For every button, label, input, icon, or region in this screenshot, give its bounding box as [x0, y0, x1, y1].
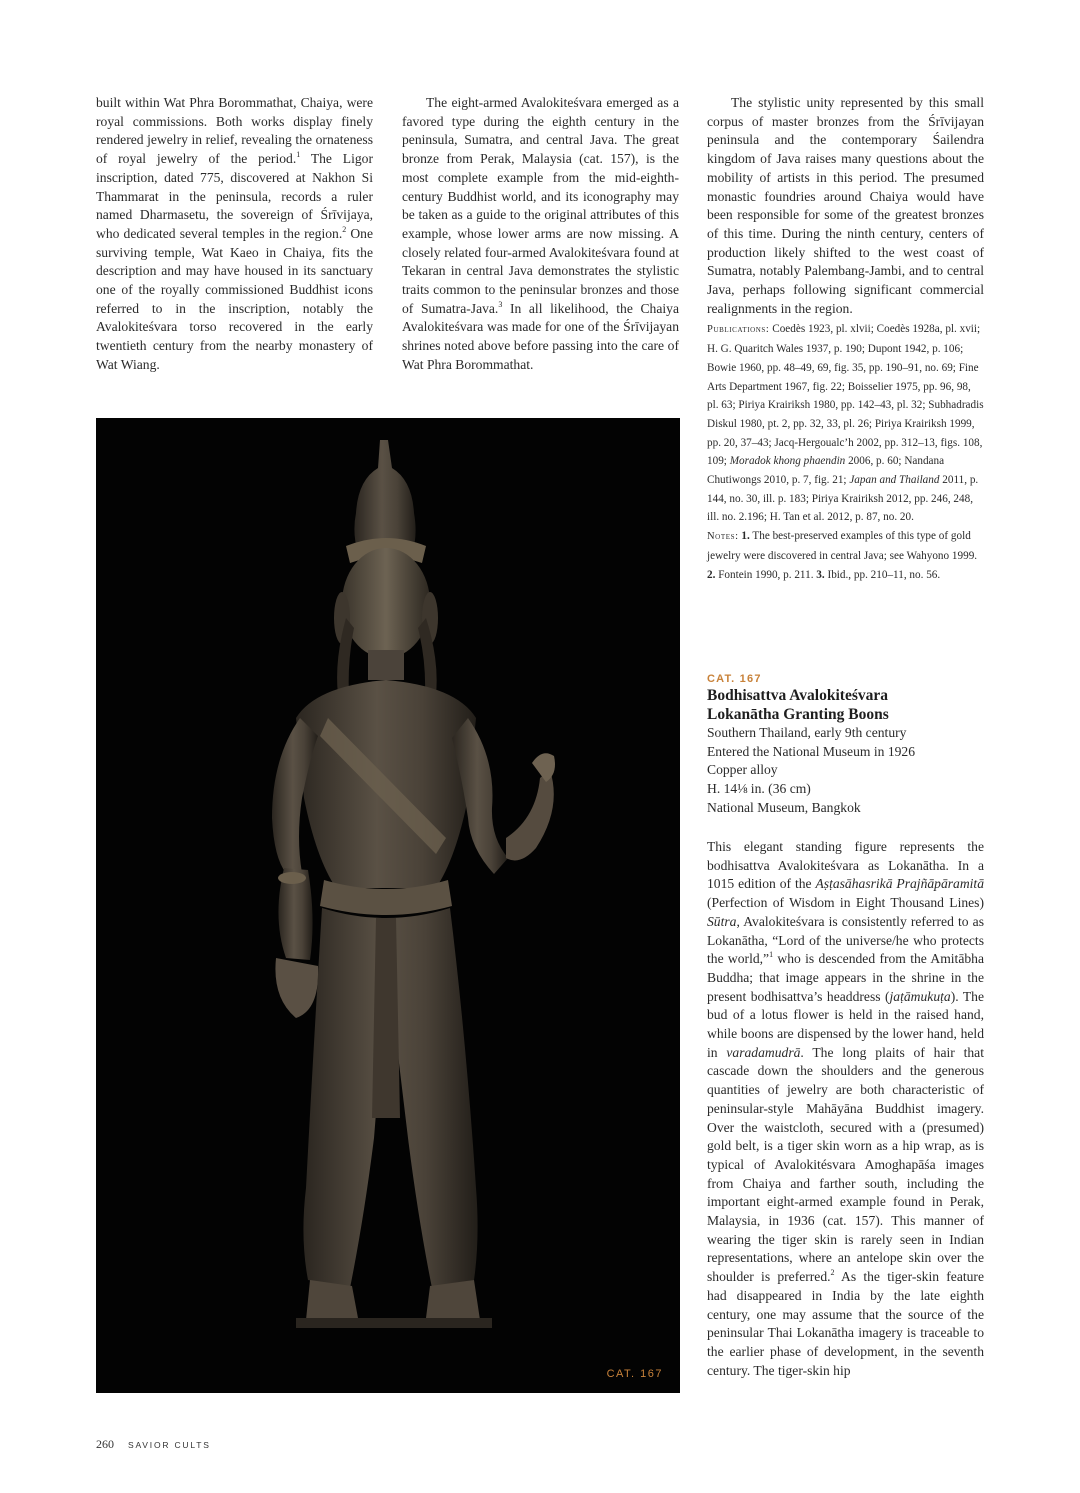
footnote-mark: 1 [769, 950, 774, 960]
catalogue-accession: Entered the National Museum in 1926 [707, 743, 916, 759]
notes: Notes: 1. The best-preserved examples of this type of gold jewelry were discovered in central Java; see Wahyono 1999. 2. Fontein 1990, p. 211. 3. Ibid., pp. 210–11, no. 56. [707, 530, 978, 581]
catalogue-entry-text [707, 838, 984, 1380]
paragraph: This elegant standing figure represents the bodhisattva Avalokiteśvara as Lokanātha. In a 1015 edition of the Aṣṭasāhasrikā Prajñāpāramitā (Perfection of Wisdom in Eight Thousand Lines) Sūtra, Avalokiteśvara is consistently referred to as Lokanātha, “Lord of the universe/he who protects the world,”$^1$ who is descended from the Amitābha Buddha; that image appears in the shrine in the present bodhisattva’s headdress (jaṭāmukuṭa). The bud of a lotus flower is held in the raised hand, while boons are dispensed by the lower hand, held in varadamudrā. The long plaits of hair that cascade down the shoulders and the generous quantities of jewelry are both characteristic of peninsular-style Mahāyāna Buddhist imagery. Over the waistcloth, secured with a (presumed) gold belt, is a tiger skin worn as a hip wrap, as is typical of Avalokitésvara Amoghapāśa images from Chaiya and farther south, including the important eight-armed example found in Perak, Malaysia, in 1936 (cat. 157). This manner of wearing the tiger skin is rarely seen in Indian representations, where an antelope skin over the shoulder is preferred.$^2$ As the tiger-skin feature had disappeared in India by the late eighth century, one may assume that the source of the peninsular Thai Lokanātha imagery is traceable to the earlier phase of development, in the seventh century. The tiger-skin hip [707, 839, 985, 1378]
catalogue-origin: Southern Thailand, early 9th century [707, 725, 907, 740]
footnote-mark: 2 [342, 224, 347, 234]
section-title: SAVIOR CULTS [128, 1440, 211, 1450]
paragraph: built within Wat Phra Borommathat, Chaiya, were royal commissions. Both works display finely rendered jewelry in relief, revealing the ornateness of royal jewelry of the period.$^1$ The Ligor inscription, dated 775, discovered at Nakhon Si Thammarat in the peninsula, records a ruler named Dharmasetu, the sovereign of Śrīvijaya, who dedicated several temples in the region.$^2$ One surviving temple, Wat Kaeo in Chaiya, fits the description and may have housed in its sanctuary one of the royally commissioned Buddhist icons referred to in the inscription, notably the Avalokiteśvara torso recovered in the early twentieth century from the nearby monastery of Wat Wiang. [96, 95, 373, 372]
text-column-1 [96, 94, 373, 375]
page-number: 260 [96, 1437, 114, 1451]
catalogue-number: CAT. 167 [707, 673, 762, 685]
notes-label: Notes: [707, 531, 739, 543]
photo-caption: CAT. 167 [606, 1368, 663, 1380]
bodhisattva-statue-image [96, 418, 680, 1393]
text-column-3 [707, 94, 984, 584]
catalogue-collection: National Museum, Bangkok [707, 799, 861, 815]
text-column-2 [402, 94, 679, 375]
catalogue-dimensions: H. 14⅛ in. (36 cm) [707, 781, 811, 797]
page-footer [96, 1437, 211, 1452]
publications: Publications: Coedès 1923, pl. xlvii; Coedès 1928a, pl. xvii; H. G. Quaritch Wales 1937, p. 190; Dupont 1942, p. 106; Bowie 1960, pp. 48–49, 69, fig. 35, pp. 190–91, no. 69; Fine Arts Department 1967, fig. 22; Boisselier 1975, pp. 96, 98, pl. 63; Piriya Krairiksh 1980, pp. 142–43, pl. 32; Subhadradis Diskul 1980, pt. 2, pp. 32, 33, pl. 26; Piriya Krairiksh 1999, pp. 20, 37–43; Jacq-Hergoualc’h 2002, pp. 312–13, figs. 108, 109; Moradok khong phaendin 2006, p. 60; Nandana Chutiwongs 2010, p. 7, fig. 21; Japan and Thailand 2011, p. 144, no. 30, ill. p. 183; Piriya Krairiksh 2012, pp. 246, 248, ill. no. 2.196; H. Tan et al. 2012, p. 87, no. 20. [707, 323, 984, 524]
paragraph: The stylistic unity represented by this small corpus of master bronzes from the Śrīvijayan peninsula and the contemporary Śailendra kingdom of Java raises many questions about the mobility of artists in this period. The presumed monastic foundries around Chaiya would have been responsible for some of the greatest bronzes of this time. During the ninth century, centers of production likely shifted to the west coast of Sumatra, notably Palembang-Jambi, and to central Java, perhaps following significant commercial realignments in the region. [707, 95, 984, 316]
catalogue-material: Copper alloy [707, 762, 778, 778]
catalogue-entry-header [707, 673, 984, 818]
statue-photo [96, 418, 680, 1393]
catalogue-title-line-2: Lokanātha Granting Boons [707, 705, 889, 723]
paragraph: The eight-armed Avalokiteśvara emerged as a favored type during the eighth century in the peninsula, Sumatra, and central Java. The great bronze from Perak, Malaysia (cat. 157), is the most complete example from the mid-eighth-century Buddhist world, and its iconography may be taken as a guide to the original attributes of this example, whose lower arms are now missing. A closely related four-armed Avalokiteśvara found at Tekaran in central Java demonstrates the stylistic traits common to the peninsular bronzes and those of Sumatra-Java.$^3$ In all likelihood, the Chaiya Avalokiteśvara was made for one of the Śrīvijayan shrines noted above before passing into the care of Wat Phra Borommathat. [402, 95, 679, 372]
footnote-mark: 2 [830, 1268, 835, 1278]
footnote-mark: 3 [498, 299, 503, 309]
publications-label: Publications: [707, 324, 770, 336]
footnote-mark: 1 [296, 150, 301, 160]
catalogue-title-line-1: Bodhisattva Avalokiteśvara [707, 687, 888, 704]
